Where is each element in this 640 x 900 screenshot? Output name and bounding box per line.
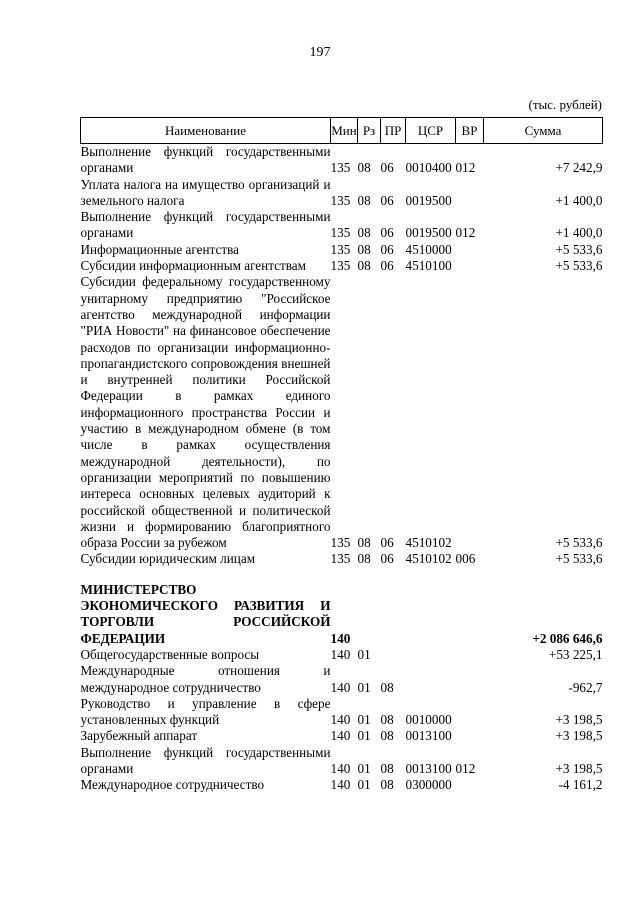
table-row — [81, 663, 603, 696]
table-row — [81, 144, 603, 177]
table-row — [81, 728, 603, 744]
units-label: (тыс. рублей) — [528, 97, 602, 112]
cell-name: Информационные агентства — [80, 241, 240, 257]
cell-csr: 4510100 — [405, 258, 452, 274]
page-number: 197 — [309, 45, 331, 60]
cell-vr — [456, 777, 484, 793]
cell-pr: 08 — [380, 679, 394, 695]
cell-min: 140 — [330, 630, 351, 646]
cell-pr: 06 — [380, 160, 394, 176]
cell-csr: 4510102 — [405, 535, 452, 551]
cell-csr: 0019500 — [405, 225, 452, 241]
cell-pr: 06 — [380, 241, 394, 257]
cell-pr — [381, 647, 406, 663]
cell-min: 140 — [330, 777, 351, 793]
cell-name: Уплата налога на имущество организаций и земельного налога — [80, 176, 331, 208]
table-row — [81, 696, 603, 729]
cell-vr — [456, 274, 484, 551]
cell-sum: +5 533,6 — [555, 258, 603, 274]
header-pr: ПР — [381, 118, 406, 144]
cell-pr: 08 — [380, 728, 394, 744]
cell-sum: +3 198,5 — [555, 760, 603, 776]
cell-rz: 01 — [357, 646, 371, 662]
cell-csr — [406, 647, 456, 663]
table-row — [81, 777, 603, 793]
cell-rz: 08 — [357, 225, 371, 241]
cell-csr: 0010000 — [405, 712, 452, 728]
cell-name: МИНИСТЕРСТВО ЭКОНОМИЧЕСКОГО РАЗВИТИЯ И ТОРГОВЛИ РОССИЙСКОЙ ФЕДЕРАЦИИ — [80, 581, 331, 646]
cell-csr: 4510000 — [405, 241, 452, 257]
cell-csr: 4510102 — [405, 551, 452, 567]
cell-sum: +53 225,1 — [548, 646, 603, 662]
cell-vr: 012 — [455, 760, 476, 776]
budget-table — [80, 117, 603, 794]
table-row — [81, 647, 603, 663]
cell-rz — [358, 582, 381, 647]
cell-pr: 06 — [380, 258, 394, 274]
header-name: Наименование — [81, 118, 331, 144]
cell-vr — [456, 242, 484, 258]
cell-rz: 01 — [357, 712, 371, 728]
cell-pr: 06 — [380, 225, 394, 241]
cell-sum: +7 242,9 — [555, 160, 603, 176]
cell-csr — [406, 582, 456, 647]
cell-min: 135 — [330, 225, 351, 241]
cell-rz: 01 — [357, 760, 371, 776]
cell-name: Субсидии информационным агентствам — [80, 258, 307, 274]
cell-min: 135 — [330, 160, 351, 176]
cell-csr: 0019500 — [405, 192, 452, 208]
cell-vr — [456, 258, 484, 274]
cell-min: 135 — [330, 535, 351, 551]
cell-csr: 0010400 — [405, 160, 452, 176]
cell-sum: +5 533,6 — [555, 241, 603, 257]
cell-name: Выполнение функций государственными органами — [80, 144, 331, 176]
table-row — [81, 582, 603, 647]
cell-csr — [406, 663, 456, 696]
cell-vr: 006 — [455, 551, 476, 567]
cell-sum: +5 533,6 — [555, 535, 603, 551]
table-row — [81, 551, 603, 567]
cell-min: 140 — [330, 679, 351, 695]
cell-min: 135 — [330, 551, 351, 567]
cell-vr — [456, 728, 484, 744]
header-min: Мин — [331, 118, 358, 144]
cell-min: 135 — [330, 192, 351, 208]
cell-rz: 08 — [357, 551, 371, 567]
table-header-row — [81, 118, 603, 144]
header-csr: ЦСР — [406, 118, 456, 144]
cell-min: 140 — [330, 728, 351, 744]
cell-name: Выполнение функций государственными органами — [80, 744, 331, 776]
cell-min: 135 — [330, 258, 351, 274]
cell-min: 135 — [330, 241, 351, 257]
cell-rz: 08 — [357, 535, 371, 551]
cell-rz: 08 — [357, 192, 371, 208]
cell-name: Международные отношения и международное сотрудничество — [80, 663, 331, 695]
cell-rz: 08 — [357, 160, 371, 176]
cell-sum: +3 198,5 — [555, 728, 603, 744]
cell-name: Субсидии федеральному государственному унитарному предприятию "Российское агентство международной информации "РИА Новости" на финансовое обеспечение расходов по организации информационно-пропагандистского сопровождения внешней и внутренней политики Российской Федерации в рамках единого информационного пространства России и участию в международном обмене (в том числе в рамках осуществления международной деятельности), по организации мероприятий по повышению интереса основных целевых аудиторий к российской общественной и политической жизни и формированию благоприятного образа России за рубежом — [80, 274, 331, 551]
cell-sum: +2 086 646,6 — [532, 630, 603, 646]
table-row — [81, 274, 603, 551]
cell-vr — [456, 647, 484, 663]
cell-csr: 0300000 — [405, 777, 452, 793]
cell-csr: 0013100 — [405, 760, 452, 776]
table-row — [81, 177, 603, 210]
cell-min: 140 — [330, 712, 351, 728]
cell-name: Международное сотрудничество — [80, 777, 265, 793]
cell-pr: 06 — [380, 551, 394, 567]
cell-rz: 08 — [357, 258, 371, 274]
table-row — [81, 242, 603, 258]
cell-sum: +5 533,6 — [555, 551, 603, 567]
cell-min: 140 — [330, 760, 351, 776]
cell-rz: 08 — [357, 241, 371, 257]
table-row — [81, 745, 603, 778]
cell-sum: +3 198,5 — [555, 712, 603, 728]
header-sum: Сумма — [484, 118, 603, 144]
cell-pr: 08 — [380, 712, 394, 728]
cell-vr — [456, 177, 484, 210]
cell-name: Субсидии юридическим лицам — [80, 551, 256, 567]
cell-pr: 06 — [380, 192, 394, 208]
cell-name: Общегосударственные вопросы — [80, 646, 260, 662]
header-rz: Рз — [358, 118, 381, 144]
cell-pr: 08 — [380, 760, 394, 776]
cell-pr: 06 — [380, 535, 394, 551]
cell-name: Руководство и управление в сфере установленных функций — [80, 695, 331, 728]
table-body — [81, 144, 603, 794]
cell-sum: +1 400,0 — [555, 225, 603, 241]
cell-rz: 01 — [357, 777, 371, 793]
cell-sum: -962,7 — [568, 679, 603, 695]
table-row — [81, 258, 603, 274]
cell-name: Выполнение функций государственными органами — [80, 209, 331, 241]
cell-vr: 012 — [455, 225, 476, 241]
cell-pr: 08 — [380, 777, 394, 793]
cell-sum: -4 161,2 — [558, 777, 603, 793]
cell-pr — [381, 582, 406, 647]
table-row — [81, 209, 603, 242]
cell-vr — [456, 696, 484, 729]
cell-name: Зарубежный аппарат — [80, 728, 198, 744]
table-row-spacer — [81, 568, 603, 582]
cell-csr: 0013100 — [405, 728, 452, 744]
cell-vr: 012 — [455, 160, 476, 176]
cell-rz: 01 — [357, 728, 371, 744]
cell-rz: 01 — [357, 679, 371, 695]
cell-sum: +1 400,0 — [555, 192, 603, 208]
cell-vr — [456, 582, 484, 647]
cell-min: 140 — [330, 646, 351, 662]
cell-vr — [456, 663, 484, 696]
header-vr: ВР — [456, 118, 484, 144]
